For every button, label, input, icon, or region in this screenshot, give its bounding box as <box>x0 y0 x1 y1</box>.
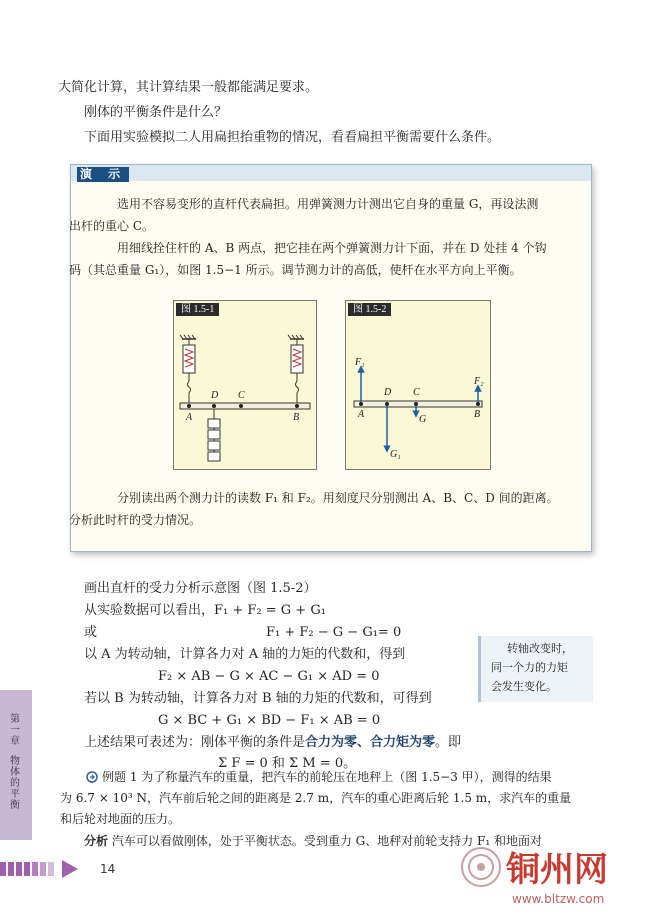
watermark <box>456 820 646 920</box>
page-number: 14 <box>100 862 116 876</box>
example-line-3: 和后轮对地面的压力。 <box>60 812 181 826</box>
watermark-logo-icon <box>460 846 502 888</box>
equation-4: Σ F = 0 和 Σ M = 0。 <box>218 756 357 771</box>
body-line-6 <box>84 734 461 752</box>
intro-line-1: 大简化计算，其计算结果一般都能满足要求。 <box>58 80 319 95</box>
demo-paragraph-3 <box>69 487 583 531</box>
fig2-label-d: D <box>384 387 392 398</box>
demo-paragraph-2 <box>69 237 583 281</box>
body-line-2: 从实验数据可以看出，F₁ + F₂ = G + G₁ <box>84 603 326 618</box>
example-arrow-icon <box>86 771 98 783</box>
fig1-label-c: C <box>238 390 245 401</box>
figure-1-5-1-tag: 图 1.5-1 <box>176 303 219 316</box>
chapter-title: 物体的平衡 <box>10 756 20 811</box>
conclusion-emphasis: 合力为零、合力矩为零 <box>305 735 436 750</box>
demo-paragraph-1 <box>69 193 583 237</box>
watermark-name: 铜州网 <box>506 850 608 890</box>
side-note-line-1: 转轴改变时， <box>507 642 573 655</box>
fig2-label-f1: F₁ <box>355 357 365 368</box>
side-note-line-2: 同一个力的力矩 <box>491 661 568 674</box>
equation-2: F₂ × AB − G × AC − G₁ × AD = 0 <box>158 669 380 684</box>
intro-line-3: 下面用实验模拟二人用扁担抬重物的情况，看看扁担平衡需要什么条件。 <box>84 130 501 145</box>
fig2-label-f2: F₂ <box>474 376 484 387</box>
analysis-label: 分析 <box>84 834 109 848</box>
equation-3: G × BC + G₁ × BD − F₁ × AB = 0 <box>158 713 381 728</box>
fig1-label-d: D <box>211 390 219 401</box>
chapter-tab <box>0 690 32 840</box>
figure-1-5-2 <box>345 300 491 470</box>
fig2-label-g1: G₁ <box>390 449 401 460</box>
body-line-5: 若以 B 为转动轴，计算各力对 B 轴的力矩的代数和，可得到 <box>84 691 432 706</box>
side-note-line-3: 会发生变化。 <box>491 680 557 693</box>
fig1-label-b: B <box>293 412 300 423</box>
body-line-3: 或 <box>84 625 98 640</box>
fig2-label-c: C <box>413 387 420 398</box>
example-line-2: 为 6.7 × 10³ N，汽车前后轮之间的距离是 2.7 m，汽车的重心距离后轮 1.5 m，求汽车的重量 <box>60 791 572 805</box>
analysis-text: 汽车可以看做刚体，处于平衡状态。受到重力 G、地秤对前轮支持力 F₁ 和地面对 <box>108 834 542 848</box>
figure-1-5-2-drawing <box>346 301 490 469</box>
equation-1: F₁ + F₂ − G − G₁= 0 <box>266 625 402 640</box>
fig1-label-a: A <box>186 412 193 423</box>
fig2-label-g: G <box>419 414 427 425</box>
conclusion-lead: 上述结果可表述为：刚体平衡的条件是 <box>84 735 306 750</box>
demo-p2-line-a: 用细线拴住杆的 A、B 两点，把它挂在两个弹簧测力计下面，并在 D 处挂 4 个钩 <box>117 241 547 255</box>
example-line-1: 例题 1 为了称量汽车的重量，把汽车的前轮压在地秤上（图 1.5−3 甲），测得的结果 <box>102 770 552 784</box>
demo-tag: 演 示 <box>77 167 129 182</box>
demo-box <box>70 164 592 552</box>
figure-1-5-1-drawing <box>174 301 316 469</box>
body-line-1: 画出直杆的受力分析示意图（图 1.5-2） <box>84 581 317 596</box>
conclusion-tail: 。即 <box>435 735 462 750</box>
chapter-number: 第一章 <box>10 714 20 747</box>
intro-line-2: 刚体的平衡条件是什么？ <box>84 105 228 120</box>
demo-p3-line-b: 分析此时杆的受力情况。 <box>69 513 202 527</box>
demo-p3-line-a: 分别读出两个测力计的读数 F₁ 和 F₂。用刻度尺分别测出 A、B、C、D 间的距离。 <box>117 491 559 505</box>
fig2-label-a: A <box>358 409 365 420</box>
figure-1-5-1 <box>173 300 317 470</box>
fig2-label-b: B <box>474 409 481 420</box>
demo-p1-line-b: 出杆的重心 C。 <box>69 219 154 233</box>
body-line-4: 以 A 为转动轴，计算各力对 A 轴的力矩的代数和，得到 <box>84 647 406 662</box>
figure-1-5-2-tag: 图 1.5-2 <box>348 303 391 316</box>
watermark-url: www.bltzw.com <box>512 892 605 906</box>
side-note <box>478 636 593 702</box>
demo-p1-line-a: 选用不容易变形的直杆代表扁担。用弹簧测力计测出它自身的重量 G，再设法测 <box>117 197 539 211</box>
footer-decoration <box>0 858 80 880</box>
demo-header-bar <box>71 165 591 181</box>
demo-p2-line-b: 码（其总重量 G₁），如图 1.5−1 所示。调节测力计的高低，使杆在水平方向上平衡。 <box>69 263 522 277</box>
